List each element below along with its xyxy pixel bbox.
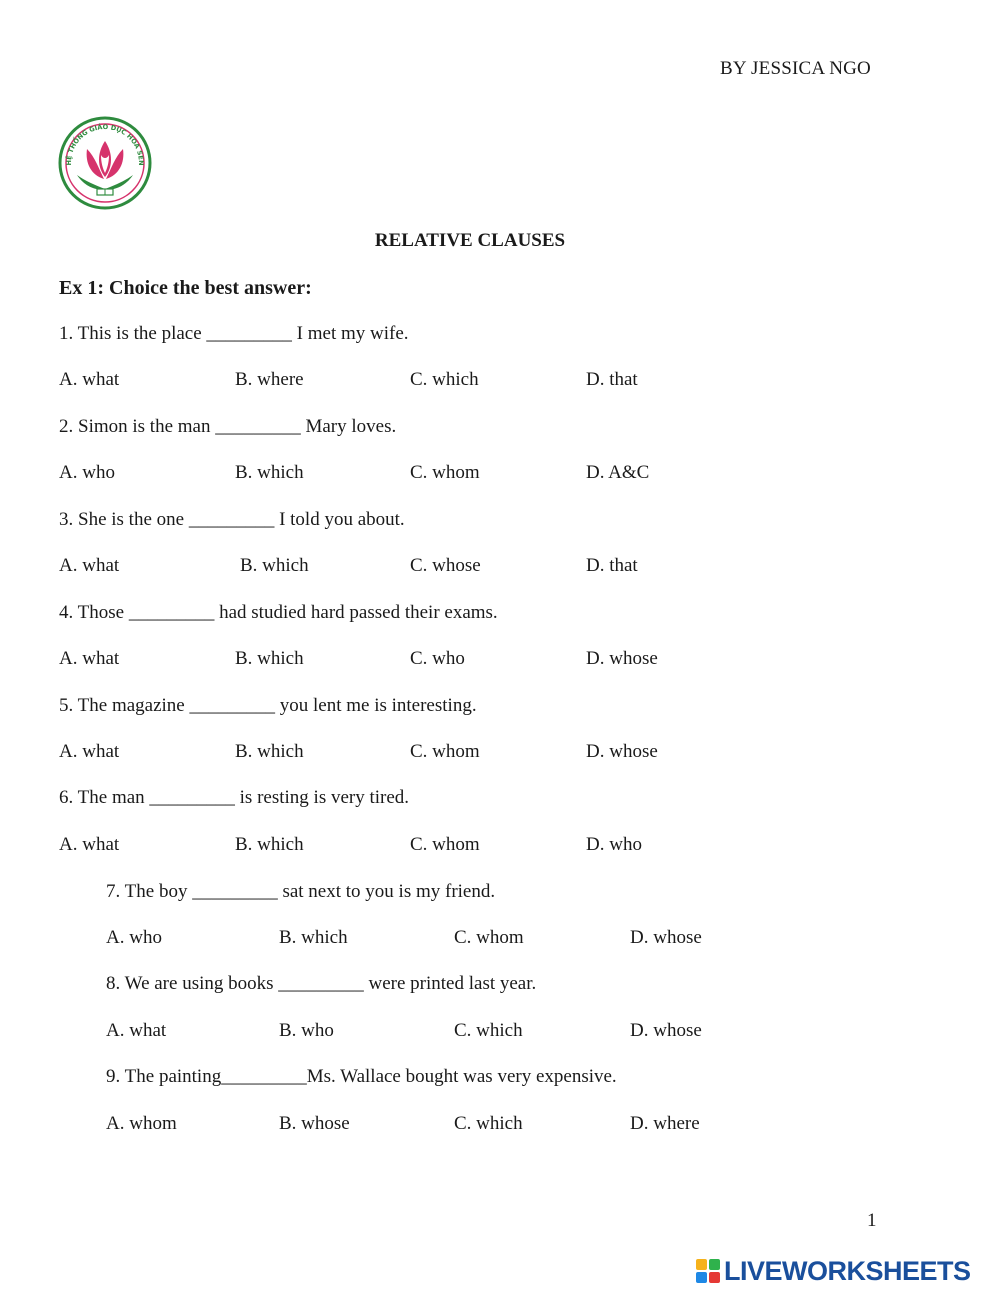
q4-option-b: B. which: [235, 648, 304, 669]
question-8: 8. We are using books _________ were printed last year.: [106, 973, 537, 994]
page-number: 1: [867, 1210, 877, 1231]
q2-option-c: C. whom: [410, 462, 480, 483]
q9-option-c: C. which: [454, 1113, 523, 1134]
question-6: 6. The man _________ is resting is very tired.: [59, 787, 410, 808]
lotus-logo-icon: [57, 115, 153, 211]
question-1: 1. This is the place _________ I met my wife.: [59, 323, 409, 344]
q6-option-d: D. who: [586, 834, 642, 855]
q3-option-b: B. which: [240, 555, 309, 576]
q9-option-b: B. whose: [279, 1113, 350, 1134]
q4-option-d: D. whose: [586, 648, 658, 669]
q9-option-a: A. whom: [106, 1113, 177, 1134]
logo-ring-text: HỆ THỐNG GIÁO DỤC HOA SEN: [64, 122, 146, 166]
q1-option-a: A. what: [59, 369, 120, 390]
q7-option-a: A. who: [106, 927, 162, 948]
q5-option-b: B. which: [235, 741, 304, 762]
q1-option-b: B. where: [235, 369, 304, 390]
q3-option-d: D. that: [586, 555, 638, 576]
exercise-title: Ex 1: Choice the best answer:: [59, 277, 312, 299]
q5-option-a: A. what: [59, 741, 120, 762]
school-logo: [57, 115, 153, 211]
q2-option-b: B. which: [235, 462, 304, 483]
q5-option-c: C. whom: [410, 741, 480, 762]
q2-option-d: D. A&C: [586, 462, 650, 483]
q6-option-a: A. what: [59, 834, 120, 855]
liveworksheets-blocks-icon: [696, 1259, 720, 1283]
liveworksheets-footer[interactable]: [696, 1255, 971, 1287]
q8-option-c: C. which: [454, 1020, 523, 1041]
q8-option-b: B. who: [279, 1020, 334, 1041]
q4-option-a: A. what: [59, 648, 120, 669]
q6-option-b: B. which: [235, 834, 304, 855]
q6-option-c: C. whom: [410, 834, 480, 855]
q1-option-d: D. that: [586, 369, 638, 390]
q7-option-c: C. whom: [454, 927, 524, 948]
q8-option-d: D. whose: [630, 1020, 702, 1041]
q3-option-a: A. what: [59, 555, 120, 576]
q5-option-d: D. whose: [586, 741, 658, 762]
worksheet-title: RELATIVE CLAUSES: [374, 230, 566, 251]
q1-option-c: C. which: [410, 369, 479, 390]
q2-option-a: A. who: [59, 462, 115, 483]
question-7: 7. The boy _________ sat next to you is my friend.: [106, 881, 496, 902]
question-4: 4. Those _________ had studied hard passed their exams.: [59, 602, 498, 623]
author-label: BY JESSICA NGO: [720, 58, 871, 79]
q9-option-d: D. where: [630, 1113, 700, 1134]
question-9: 9. The painting_________Ms. Wallace bought was very expensive.: [106, 1066, 617, 1087]
question-5: 5. The magazine _________ you lent me is interesting.: [59, 695, 477, 716]
question-2: 2. Simon is the man _________ Mary loves.: [59, 416, 397, 437]
liveworksheets-brand: LIVEWORKSHEETS: [724, 1255, 971, 1286]
q8-option-a: A. what: [106, 1020, 167, 1041]
question-3: 3. She is the one _________ I told you about.: [59, 509, 405, 530]
q4-option-c: C. who: [410, 648, 465, 669]
q7-option-b: B. which: [279, 927, 348, 948]
q3-option-c: C. whose: [410, 555, 481, 576]
q7-option-d: D. whose: [630, 927, 702, 948]
